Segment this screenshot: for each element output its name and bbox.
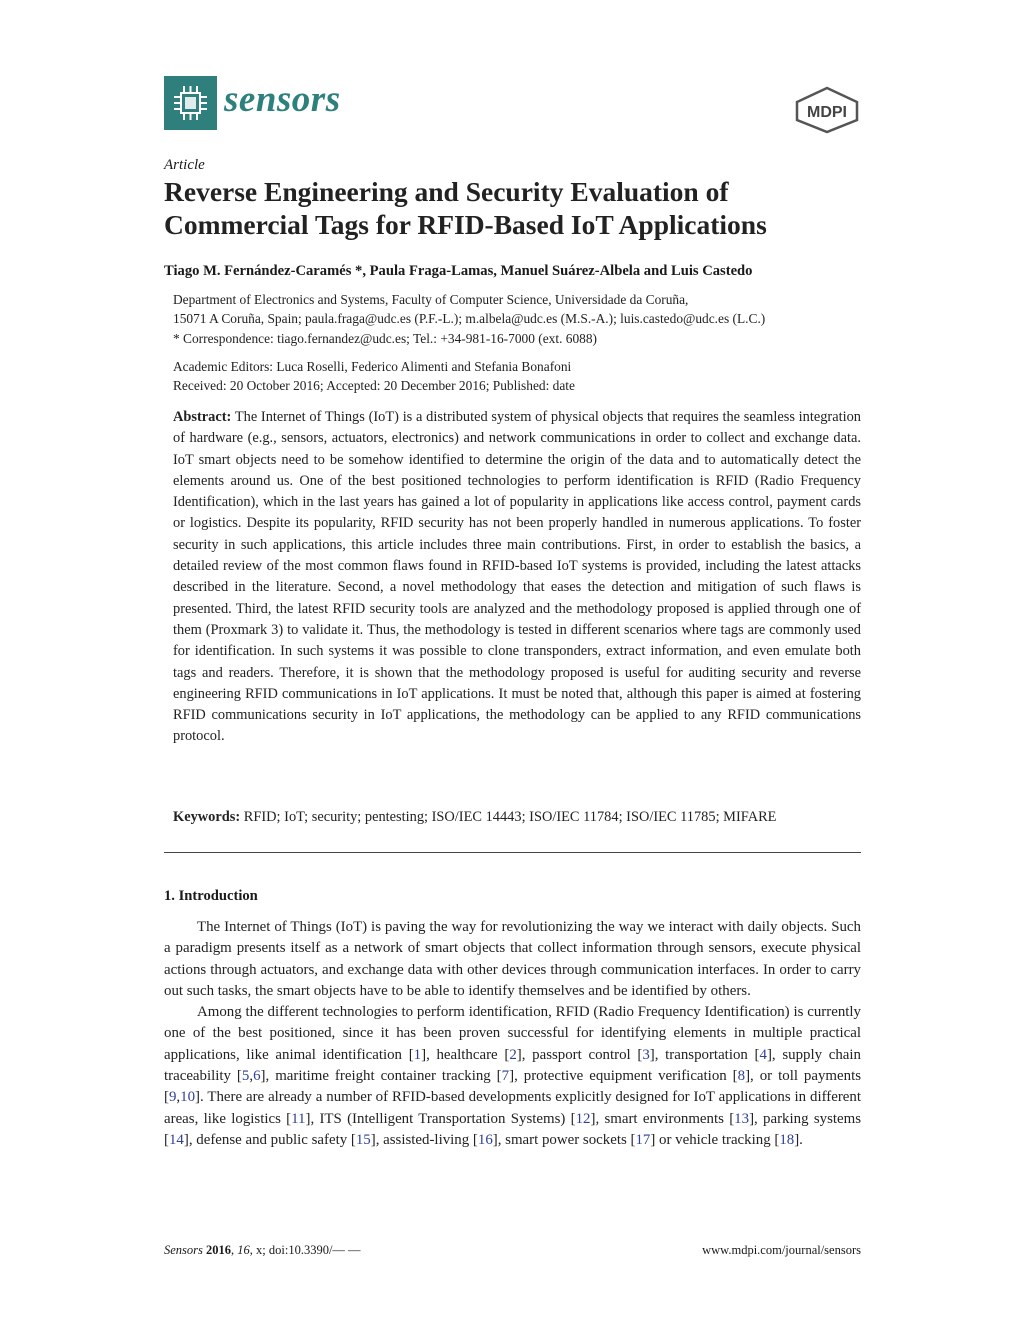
section-divider bbox=[164, 852, 861, 853]
abstract bbox=[173, 407, 861, 748]
citation-link[interactable]: 9 bbox=[168, 1089, 177, 1106]
affiliation-line: Department of Electronics and Systems, Faculty of Computer Science, Universidade da Coruña, bbox=[173, 292, 689, 307]
citation-link[interactable]: 18 bbox=[779, 1131, 795, 1148]
footer-journal: Sensors bbox=[164, 1243, 203, 1257]
title-line: Reverse Engineering and Security Evaluation of bbox=[164, 176, 729, 207]
publication-dates: Received: 20 October 2016; Accepted: 20 December 2016; Published: date bbox=[173, 378, 575, 394]
editorial-info bbox=[173, 357, 575, 396]
abstract-text: The Internet of Things (IoT) is a distributed system of physical objects that requires the seamless integration of hardware (e.g., sensors, actuators, electronics) and network communications in order to collect and exchange data. IoT smart objects need to be somehow identified to determine the origin of the data and to automatically detect the elements around us. One of the best positioned technologies to perform identification is RFID (Radio Frequency Identification), which in the last years has gained a lot of popularity in applications like access control, payment cards or logistics. Despite its popularity, RFID security has not been properly handled in numerous applications. To foster security in such applications, this article includes three main contributions. First, in order to establish the basics, a detailed review of the most common flaws found in RFID-based IoT systems is provided, including the latest attacks described in the literature. Second, a novel methodology that eases the detection and mitigation of such flaws is presented. Third, the latest RFID security tools are analyzed and the methodology proposed is applied through one of them (Proxmark 3) to validate it. Thus, the methodology is tested in different scenarios where tags are commonly used for identification. In such systems it was possible to clone transponders, extract information, and even emulate both tags and readers. Therefore, it is shown that the methodology proposed is useful for auditing security and reverse engineering RFID communications in IoT applications. It must be noted that, although this paper is aimed at fostering RFID communications security in IoT applications, the methodology can be applied to any RFID communications protocol. bbox=[173, 409, 862, 745]
citation-link[interactable]: 5 bbox=[241, 1068, 250, 1085]
keywords-text: RFID; IoT; security; pentesting; ISO/IEC 14443; ISO/IEC 11784; ISO/IEC 11785; MIFARE bbox=[243, 809, 777, 825]
introduction-body bbox=[164, 917, 861, 1151]
abstract-label: Abstract: bbox=[173, 409, 232, 425]
footer-volume: 16 bbox=[237, 1243, 250, 1257]
citation-link[interactable]: 11 bbox=[291, 1110, 306, 1127]
chip-icon bbox=[164, 76, 217, 130]
academic-editors: Academic Editors: Luca Roselli, Federico Alimenti and Stefania Bonafoni bbox=[173, 359, 572, 374]
section-heading: 1. Introduction bbox=[164, 888, 258, 904]
citation-link[interactable]: 4 bbox=[759, 1046, 767, 1063]
footer-doi: , x; doi:10.3390/— — bbox=[249, 1243, 361, 1257]
journal-logo bbox=[164, 76, 217, 130]
publisher-name: MDPI bbox=[807, 104, 847, 121]
citation-link[interactable]: 10 bbox=[180, 1089, 196, 1106]
footer-url[interactable]: www.mdpi.com/journal/sensors bbox=[702, 1243, 861, 1257]
keywords bbox=[173, 807, 776, 828]
citation-link[interactable]: 8 bbox=[737, 1068, 746, 1085]
correspondence-line: * Correspondence: tiago.fernandez@udc.es; Tel.: +34-981-16-7000 (ext. 6088) bbox=[173, 330, 598, 346]
citation-link[interactable]: 17 bbox=[635, 1131, 651, 1148]
citation-link[interactable]: 1 bbox=[413, 1046, 422, 1063]
footer-citation: Sensors 2016, 16, x; doi:10.3390/— — bbox=[164, 1243, 361, 1257]
citation-link[interactable]: 14 bbox=[168, 1131, 184, 1148]
citation-link[interactable]: 6 bbox=[253, 1068, 261, 1085]
affiliation-line: 15071 A Coruña, Spain; paula.fraga@udc.es (P.F.-L.); m.albela@udc.es (M.S.-A.); luis.castedo@udc.es (L.C.) bbox=[173, 311, 766, 327]
journal-name: sensors bbox=[224, 79, 341, 120]
paper-title bbox=[164, 175, 864, 241]
citation-link[interactable]: 15 bbox=[355, 1131, 371, 1148]
citation-link[interactable]: 7 bbox=[501, 1068, 510, 1085]
footer-year: 2016 bbox=[206, 1243, 232, 1257]
citation-link[interactable]: 16 bbox=[477, 1131, 493, 1148]
title-line: Commercial Tags for RFID-Based IoT Applications bbox=[164, 209, 767, 240]
article-type: Article bbox=[164, 157, 205, 173]
citation-link[interactable]: 12 bbox=[575, 1110, 591, 1127]
paragraph: Among the different technologies to perform identification, RFID (Radio Frequency Identification) is currently one of the best positioned, since it has been proven successful for identifying elements in multiple practical applications, like animal identification [1], healthcare [2], passport control [3], transportation [4], supply chain traceability [5,6], maritime freight container tracking [7], protective equipment verification [8], or toll payments [9,10]. There are already a number of RFID-based developments explicitly designed for IoT applications in different areas, like logistics [11], ITS (Intelligent Transportation Systems) [12], smart environments [13], parking systems [14], defense and public safety [15], assisted-living [16], smart power sockets [17] or vehicle tracking [18]. bbox=[164, 1004, 862, 1148]
citation-link[interactable]: 3 bbox=[642, 1046, 650, 1063]
publisher-logo bbox=[793, 86, 861, 134]
affiliation-block bbox=[173, 290, 765, 348]
citation-link[interactable]: 2 bbox=[509, 1046, 517, 1063]
author-list: Tiago M. Fernández-Caramés *, Paula Fraga-Lamas, Manuel Suárez-Albela and Luis Castedo bbox=[164, 263, 753, 279]
paragraph: The Internet of Things (IoT) is paving the way for revolutionizing the way we interact with daily objects. Such a paradigm presents itself as a network of smart objects that collect information through sensors, execute physical actions through actuators, and exchange data with other devices through communication interfaces. In order to carry out such tasks, the smart objects have to be able to identify themselves and be identified by others. bbox=[164, 919, 861, 999]
citation-link[interactable]: 13 bbox=[734, 1110, 750, 1127]
keywords-label: Keywords: bbox=[173, 809, 241, 825]
